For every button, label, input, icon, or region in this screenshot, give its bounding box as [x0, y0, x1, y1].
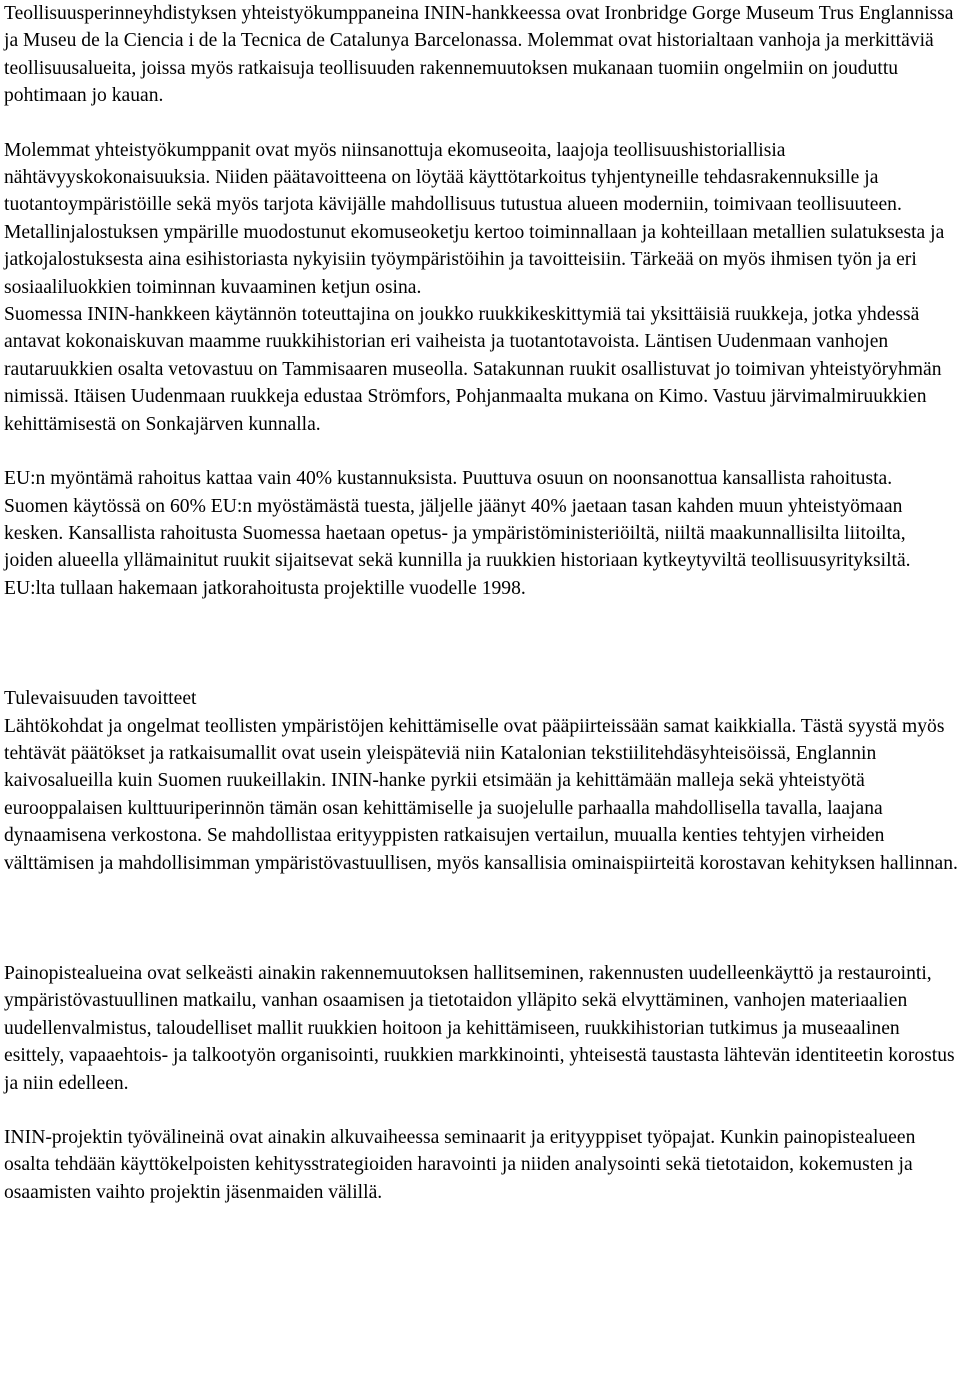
paragraph-spacer: [4, 1097, 958, 1124]
paragraph-ecomuseums: Molemmat yhteistyökumppanit ovat myös niinsanottuja ekomuseoita, laajoja teollisuushistoriallisia nähtävyyskokonaisuuksia. Niiden päätavoitteena on löytää käyttötarkoitus tyhjentyneille tehdasrakennuksille ja tuotantoympäristöille sekä myös tarjota kävijälle mahdollisuus tutustua alueen moderniin, toimivaan teollisuuteen. Metallinjalostuksen ympärille muodostunut ekomuseoketju kertoo toiminnallaan ja kohteillaan metallien sulatuksesta ja jatkojalostuksesta aina esihistoriasta nykyisiin työympäristöihin ja tavoitteisiin. Tärkeää on myös ihmisen työn ja eri sosiaaliluokkien toiminnan kuvaaminen ketjun osina.: [4, 139, 945, 298]
paragraph-partners: Teollisuusperinneyhdistyksen yhteistyökumppaneina ININ-hankkeessa ovat Ironbridge Gorge Museum Trus Englannissa ja Museu de la Ciencia i de la Tecnica de Catalunya Barcelonassa. Molemmat ovat historialtaan vanhoja ja merkittäviä teollisuusalueita, joissa myös ratkaisuja teollisuuden rakennemuutoksen mukanaan tuomiin ongelmiin on jouduttu pohtimaan jo kauan.: [4, 3, 954, 107]
paragraph-spacer: [4, 110, 958, 137]
paragraph-tools: ININ-projektin työvälineinä ovat ainakin alkuvaiheessa seminaarit ja erityyppiset työpajat. Kunkin painopistealueen osalta tehdään käyttökelpoisten kehitysstrategioiden haravointi ja niiden analysointi sekä tietotaidon, kokemusten ja osaamisten vaihto projektin jäsenmaiden välillä.: [4, 1127, 916, 1203]
paragraph-focus-areas: Painopistealueina ovat selkeästi ainakin rakennemuutoksen hallitseminen, rakennusten uudelleenkäyttö ja restaurointi, ympäristövastuullinen matkailu, vanhan osaamisen ja tietotaidon ylläpito sekä elvyttäminen, vanhojen materiaalien uudellenvalmistus, taloudelliset mallit ruukkien hoitoon ja kehittämiseen, ruukkihistorian tutkimus ja museaalinen esittely, vapaaehtois- ja talkootyön organisointi, ruukkien markkinointi, yhteisestä taustasta lähtevän identiteetin korostus ja niin edelleen.: [4, 962, 955, 1094]
document-page: [4, 0, 958, 1206]
section-spacer: [4, 877, 958, 960]
paragraph-future-goals: Lähtökohdat ja ongelmat teollisten ympäristöjen kehittämiselle ovat pääpiirteissään samat kaikkialla. Tästä syystä myös tehtävät päätökset ja ratkaisumallit ovat usein yleispäteviä niin Katalonian tekstiilitehdäsyhteisöissä, Englannin kaivosalueilla kuin Suomen ruukeillakin. ININ-hanke pyrkii etsimään ja kehittämään malleja sekä yhteistyötä eurooppalaisen kulttuuriperinnön tämän osan kehittämiselle ja suojelulle parhaalla mahdollisella tavalla, laajana dynaamisena verkostona. Se mahdollistaa erityyppisten ratkaisujen vertailun, muualla kenties tehtyjen virheiden välttämisen ja mahdollisimman ympäristövastuullisen, myös kansallisia ominaispiirteitä korostavan kehityksen hallinnan.: [4, 715, 958, 874]
paragraph-spacer: [4, 438, 958, 465]
section-heading: Tulevaisuuden tavoitteet: [4, 688, 197, 710]
paragraph-funding: EU:n myöntämä rahoitus kattaa vain 40% kustannuksista. Puuttuva osuun on noonsanottua kansallista rahoitusta. Suomen käytössä on 60% EU:n myöstämästä tuesta, jäljelle jäänyt 40% jaetaan tasan kahden muun yhteistyömaan kesken. Kansallista rahoitusta Suomessa haetaan opetus- ja ympäristöministeriöiltä, niiltä maakunnallisilta liitoilta, joiden alueella yllämainitut ruukit sijaitsevat sekä kunnilla ja ruukkien historiaan kytkeytyviltä teollisuusyrityksiltä. EU:lta tullaan hakemaan jatkorahoitusta projektille vuodelle 1998.: [4, 468, 911, 599]
paragraph-finland-implementers: Suomessa ININ-hankkeen käytännön toteuttajina on joukko ruukkikeskittymiä tai yksittäisiä ruukkeja, jotka yhdessä antavat kokonaiskuvan maamme ruukkihistorian eri vaiheista ja tuotantotavoista. Läntisen Uudenmaan vanhojen rautaruukkien osalta vetovastuu on Tammisaaren museolla. Satakunnan ruukit osallistuvat jo toimivan yhteistyöryhmän nimissä. Itäisen Uudenmaan ruukkeja edustaa Strömfors, Pohjanmaalta mukana on Kimo. Vastuu järvimalmiruukkien kehittämisestä on Sonkajärven kunnalla.: [4, 304, 942, 435]
section-spacer: [4, 602, 958, 685]
